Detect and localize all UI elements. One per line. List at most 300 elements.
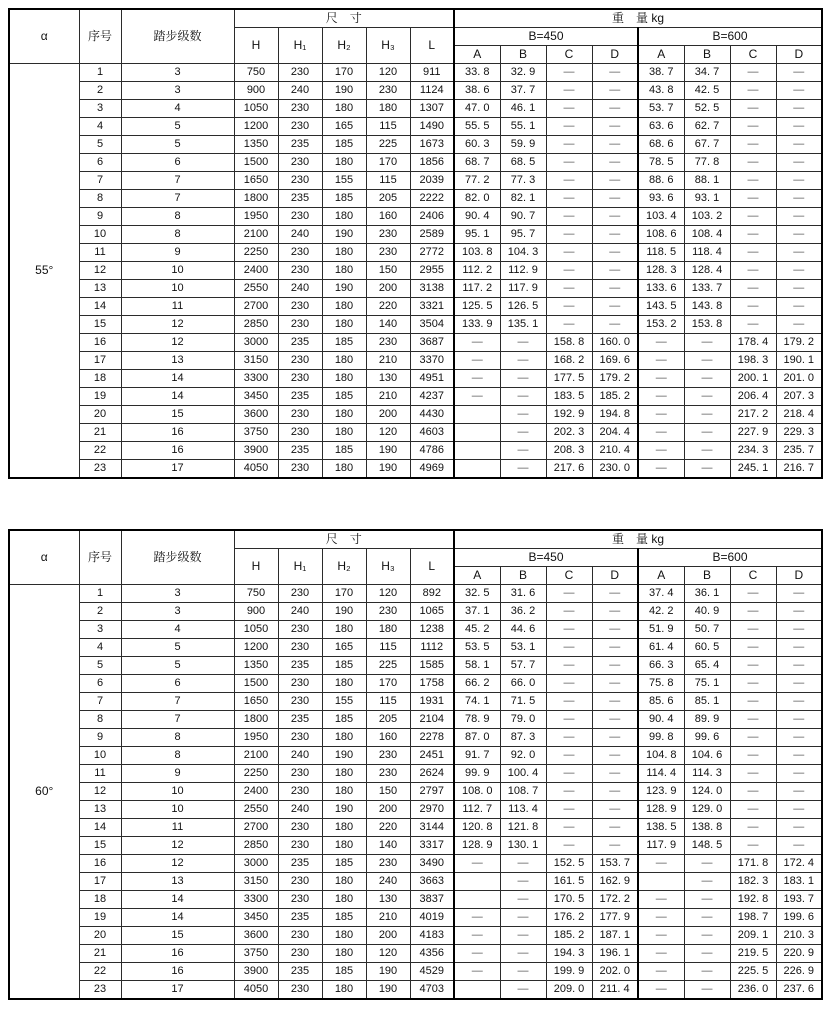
cell-b450-a xyxy=(454,424,500,442)
table-row xyxy=(9,226,822,244)
cell-b600-b: — xyxy=(684,909,730,927)
cell-steps: 16 xyxy=(121,963,234,981)
cell-steps: 16 xyxy=(121,424,234,442)
cell-serial: 9 xyxy=(79,208,121,226)
cell-b450-c: — xyxy=(546,711,592,729)
col-header-dim: H xyxy=(234,28,278,64)
cell-b450-b: — xyxy=(500,963,546,981)
cell-b600-a: — xyxy=(638,927,684,945)
cell-h3: 115 xyxy=(366,639,410,657)
cell-b600-c: — xyxy=(730,819,776,837)
cell-h2: 180 xyxy=(322,298,366,316)
cell-b600-c: — xyxy=(730,639,776,657)
cell-b450-d: — xyxy=(592,783,638,801)
cell-h1: 230 xyxy=(278,262,322,280)
table-row xyxy=(9,190,822,208)
cell-h1: 235 xyxy=(278,855,322,873)
cell-b450-b: 37. 7 xyxy=(500,82,546,100)
cell-b450-d: — xyxy=(592,747,638,765)
cell-steps: 12 xyxy=(121,855,234,873)
cell-b600-b: 99. 6 xyxy=(684,729,730,747)
cell-b450-d: — xyxy=(592,100,638,118)
cell-h3: 230 xyxy=(366,226,410,244)
cell-h2: 190 xyxy=(322,801,366,819)
cell-h2: 185 xyxy=(322,963,366,981)
cell-b600-b: 34. 7 xyxy=(684,64,730,82)
cell-h3: 230 xyxy=(366,747,410,765)
cell-steps: 14 xyxy=(121,909,234,927)
cell-l: 3138 xyxy=(410,280,454,298)
cell-b450-a: 112. 2 xyxy=(454,262,500,280)
cell-b600-c: 234. 3 xyxy=(730,442,776,460)
col-header-dim: H₁ xyxy=(278,549,322,585)
col-header-weight-sub: A xyxy=(638,567,684,585)
cell-b600-c: 192. 8 xyxy=(730,891,776,909)
cell-b600-c: — xyxy=(730,262,776,280)
cell-b450-b: — xyxy=(500,873,546,891)
cell-b450-d: 230. 0 xyxy=(592,460,638,479)
spec-table-55deg xyxy=(8,8,823,479)
cell-b600-c: — xyxy=(730,64,776,82)
cell-b600-d: 216. 7 xyxy=(776,460,822,479)
cell-b450-b: 82. 1 xyxy=(500,190,546,208)
cell-serial: 23 xyxy=(79,460,121,479)
cell-b600-b: — xyxy=(684,927,730,945)
cell-steps: 12 xyxy=(121,334,234,352)
cell-l: 892 xyxy=(410,585,454,603)
cell-b600-c: 219. 5 xyxy=(730,945,776,963)
cell-b450-a: 128. 9 xyxy=(454,837,500,855)
cell-b450-a: — xyxy=(454,334,500,352)
table-row xyxy=(9,927,822,945)
cell-b450-b: 135. 1 xyxy=(500,316,546,334)
col-header-b600: B=600 xyxy=(638,549,822,567)
cell-h1: 240 xyxy=(278,747,322,765)
cell-h1: 235 xyxy=(278,711,322,729)
cell-h1: 230 xyxy=(278,981,322,1000)
cell-h: 1650 xyxy=(234,693,278,711)
cell-h: 4050 xyxy=(234,981,278,1000)
cell-serial: 12 xyxy=(79,262,121,280)
cell-b450-b: 36. 2 xyxy=(500,603,546,621)
cell-b600-b: 89. 9 xyxy=(684,711,730,729)
cell-b600-d: 235. 7 xyxy=(776,442,822,460)
cell-h2: 180 xyxy=(322,406,366,424)
cell-b450-c: 185. 2 xyxy=(546,927,592,945)
cell-h: 1650 xyxy=(234,172,278,190)
cell-b600-c: — xyxy=(730,154,776,172)
cell-h: 3150 xyxy=(234,873,278,891)
cell-b450-c: — xyxy=(546,747,592,765)
cell-b600-c: — xyxy=(730,783,776,801)
cell-steps: 15 xyxy=(121,927,234,945)
cell-b450-a xyxy=(454,460,500,479)
cell-l: 1065 xyxy=(410,603,454,621)
cell-h3: 130 xyxy=(366,370,410,388)
cell-h: 3450 xyxy=(234,909,278,927)
cell-serial: 22 xyxy=(79,963,121,981)
cell-b450-b: 44. 6 xyxy=(500,621,546,639)
cell-b600-b: 67. 7 xyxy=(684,136,730,154)
cell-b600-d: 229. 3 xyxy=(776,424,822,442)
cell-h: 1350 xyxy=(234,657,278,675)
cell-l: 2222 xyxy=(410,190,454,208)
cell-h: 1500 xyxy=(234,154,278,172)
cell-b450-b: 77. 3 xyxy=(500,172,546,190)
cell-b600-c: — xyxy=(730,675,776,693)
cell-b600-c: 200. 1 xyxy=(730,370,776,388)
col-header-weight-sub: C xyxy=(546,46,592,64)
cell-b450-a xyxy=(454,442,500,460)
cell-serial: 3 xyxy=(79,621,121,639)
cell-b600-b: — xyxy=(684,855,730,873)
cell-b450-a: — xyxy=(454,388,500,406)
cell-serial: 17 xyxy=(79,352,121,370)
cell-b450-c: — xyxy=(546,765,592,783)
table-row xyxy=(9,747,822,765)
cell-h: 3300 xyxy=(234,370,278,388)
cell-b450-c: — xyxy=(546,64,592,82)
cell-l: 1490 xyxy=(410,118,454,136)
cell-serial: 6 xyxy=(79,675,121,693)
col-header-steps: 踏步级数 xyxy=(121,9,234,64)
cell-h1: 230 xyxy=(278,370,322,388)
cell-b600-d: — xyxy=(776,298,822,316)
cell-b450-d: — xyxy=(592,711,638,729)
cell-b600-d: — xyxy=(776,639,822,657)
cell-h1: 235 xyxy=(278,909,322,927)
cell-b450-c: — xyxy=(546,208,592,226)
cell-h1: 235 xyxy=(278,334,322,352)
cell-h: 3450 xyxy=(234,388,278,406)
cell-h1: 230 xyxy=(278,837,322,855)
cell-b450-a: 68. 7 xyxy=(454,154,500,172)
cell-b600-d: — xyxy=(776,64,822,82)
cell-b600-a: 138. 5 xyxy=(638,819,684,837)
cell-b450-d: — xyxy=(592,208,638,226)
cell-h2: 180 xyxy=(322,100,366,118)
cell-h2: 165 xyxy=(322,639,366,657)
cell-b450-d: 210. 4 xyxy=(592,442,638,460)
cell-b600-b: — xyxy=(684,370,730,388)
cell-h1: 230 xyxy=(278,873,322,891)
cell-b600-c: — xyxy=(730,136,776,154)
cell-h3: 190 xyxy=(366,981,410,1000)
cell-serial: 18 xyxy=(79,370,121,388)
cell-l: 2039 xyxy=(410,172,454,190)
cell-b450-b: 108. 7 xyxy=(500,783,546,801)
cell-l: 3837 xyxy=(410,891,454,909)
cell-h2: 190 xyxy=(322,82,366,100)
cell-b600-a: 63. 6 xyxy=(638,118,684,136)
cell-steps: 16 xyxy=(121,442,234,460)
cell-serial: 22 xyxy=(79,442,121,460)
cell-b450-b: 53. 1 xyxy=(500,639,546,657)
cell-b600-c: — xyxy=(730,226,776,244)
cell-serial: 14 xyxy=(79,298,121,316)
cell-b450-c: 199. 9 xyxy=(546,963,592,981)
col-header-weight-sub: B xyxy=(684,46,730,64)
cell-b600-d: — xyxy=(776,765,822,783)
cell-serial: 4 xyxy=(79,639,121,657)
cell-h1: 235 xyxy=(278,963,322,981)
cell-b450-b: 90. 7 xyxy=(500,208,546,226)
cell-h2: 180 xyxy=(322,460,366,479)
cell-l: 2278 xyxy=(410,729,454,747)
cell-b450-d: — xyxy=(592,657,638,675)
cell-serial: 6 xyxy=(79,154,121,172)
cell-b450-c: — xyxy=(546,657,592,675)
cell-h3: 130 xyxy=(366,891,410,909)
cell-steps: 14 xyxy=(121,388,234,406)
cell-h2: 190 xyxy=(322,280,366,298)
cell-b600-c: — xyxy=(730,172,776,190)
cell-b450-b: 95. 7 xyxy=(500,226,546,244)
col-header-dim: L xyxy=(410,28,454,64)
cell-h3: 190 xyxy=(366,963,410,981)
cell-l: 3504 xyxy=(410,316,454,334)
cell-l: 2970 xyxy=(410,801,454,819)
cell-b600-c: — xyxy=(730,657,776,675)
cell-steps: 7 xyxy=(121,172,234,190)
cell-steps: 17 xyxy=(121,460,234,479)
cell-h: 900 xyxy=(234,603,278,621)
cell-b450-d: — xyxy=(592,316,638,334)
cell-b450-c: — xyxy=(546,172,592,190)
cell-b450-b: 79. 0 xyxy=(500,711,546,729)
cell-b450-d: — xyxy=(592,262,638,280)
cell-serial: 18 xyxy=(79,891,121,909)
cell-h3: 150 xyxy=(366,783,410,801)
cell-b450-c: — xyxy=(546,639,592,657)
cell-b600-b: 88. 1 xyxy=(684,172,730,190)
cell-h2: 185 xyxy=(322,909,366,927)
cell-h: 750 xyxy=(234,585,278,603)
cell-serial: 16 xyxy=(79,334,121,352)
cell-h1: 230 xyxy=(278,639,322,657)
cell-h1: 230 xyxy=(278,406,322,424)
cell-b450-a: — xyxy=(454,945,500,963)
cell-b450-c: — xyxy=(546,244,592,262)
cell-h: 2100 xyxy=(234,747,278,765)
cell-b450-c: — xyxy=(546,118,592,136)
cell-b600-c: — xyxy=(730,82,776,100)
cell-b450-c: 209. 0 xyxy=(546,981,592,1000)
cell-b600-d: 201. 0 xyxy=(776,370,822,388)
cell-b450-a xyxy=(454,981,500,1000)
cell-b600-b: 124. 0 xyxy=(684,783,730,801)
cell-b600-d: — xyxy=(776,603,822,621)
cell-serial: 2 xyxy=(79,82,121,100)
cell-steps: 14 xyxy=(121,891,234,909)
cell-h1: 240 xyxy=(278,801,322,819)
cell-h3: 210 xyxy=(366,388,410,406)
cell-l: 4183 xyxy=(410,927,454,945)
cell-h3: 120 xyxy=(366,945,410,963)
cell-steps: 15 xyxy=(121,406,234,424)
cell-b600-a: 133. 6 xyxy=(638,280,684,298)
cell-h: 1200 xyxy=(234,118,278,136)
cell-h3: 225 xyxy=(366,136,410,154)
cell-steps: 5 xyxy=(121,639,234,657)
cell-b600-a: 104. 8 xyxy=(638,747,684,765)
cell-b600-d: — xyxy=(776,747,822,765)
cell-b600-b: 60. 5 xyxy=(684,639,730,657)
cell-b450-c: — xyxy=(546,316,592,334)
col-header-dimensions-group: 尺 寸 xyxy=(234,530,454,549)
cell-b600-d: 193. 7 xyxy=(776,891,822,909)
cell-h2: 185 xyxy=(322,136,366,154)
cell-b450-d: — xyxy=(592,585,638,603)
cell-b600-c: 225. 5 xyxy=(730,963,776,981)
cell-serial: 15 xyxy=(79,837,121,855)
cell-h1: 230 xyxy=(278,693,322,711)
cell-h1: 230 xyxy=(278,819,322,837)
table-row xyxy=(9,424,822,442)
cell-b450-d: — xyxy=(592,64,638,82)
cell-b600-d: — xyxy=(776,621,822,639)
cell-l: 4237 xyxy=(410,388,454,406)
cell-b600-a: 143. 5 xyxy=(638,298,684,316)
cell-serial: 15 xyxy=(79,316,121,334)
cell-b450-c: — xyxy=(546,190,592,208)
cell-steps: 7 xyxy=(121,190,234,208)
cell-l: 2589 xyxy=(410,226,454,244)
cell-b450-a: 78. 9 xyxy=(454,711,500,729)
cell-l: 1124 xyxy=(410,82,454,100)
cell-b600-b: 118. 4 xyxy=(684,244,730,262)
cell-b450-d: 196. 1 xyxy=(592,945,638,963)
cell-serial: 5 xyxy=(79,136,121,154)
cell-b600-b: 143. 8 xyxy=(684,298,730,316)
cell-b450-a: 125. 5 xyxy=(454,298,500,316)
cell-b600-a: 90. 4 xyxy=(638,711,684,729)
col-header-steps: 踏步级数 xyxy=(121,530,234,585)
cell-h2: 180 xyxy=(322,675,366,693)
table-row xyxy=(9,172,822,190)
cell-b600-b: 75. 1 xyxy=(684,675,730,693)
cell-serial: 10 xyxy=(79,747,121,765)
cell-b450-c: — xyxy=(546,100,592,118)
cell-b600-b: 42. 5 xyxy=(684,82,730,100)
cell-h1: 235 xyxy=(278,388,322,406)
cell-h: 1200 xyxy=(234,639,278,657)
cell-b450-a: — xyxy=(454,909,500,927)
cell-h1: 230 xyxy=(278,621,322,639)
cell-serial: 3 xyxy=(79,100,121,118)
cell-b600-a: — xyxy=(638,424,684,442)
cell-b600-b: 129. 0 xyxy=(684,801,730,819)
cell-steps: 11 xyxy=(121,819,234,837)
cell-b600-d: — xyxy=(776,819,822,837)
col-header-weight-sub: B xyxy=(500,46,546,64)
cell-h: 1800 xyxy=(234,711,278,729)
cell-b600-c: — xyxy=(730,298,776,316)
cell-b600-a: 53. 7 xyxy=(638,100,684,118)
cell-h3: 200 xyxy=(366,927,410,945)
col-header-alpha: α xyxy=(9,9,79,64)
cell-serial: 8 xyxy=(79,190,121,208)
table-row xyxy=(9,873,822,891)
cell-b600-d: — xyxy=(776,729,822,747)
cell-b450-b: 104. 3 xyxy=(500,244,546,262)
cell-h2: 165 xyxy=(322,118,366,136)
cell-b600-d: — xyxy=(776,154,822,172)
alpha-value: 60° xyxy=(9,585,79,1000)
cell-b600-a: 128. 3 xyxy=(638,262,684,280)
cell-h: 2400 xyxy=(234,783,278,801)
cell-l: 4951 xyxy=(410,370,454,388)
cell-serial: 12 xyxy=(79,783,121,801)
cell-h1: 235 xyxy=(278,657,322,675)
cell-b450-d: 177. 9 xyxy=(592,909,638,927)
cell-steps: 10 xyxy=(121,801,234,819)
cell-steps: 3 xyxy=(121,64,234,82)
cell-b450-d: — xyxy=(592,244,638,262)
cell-h: 1500 xyxy=(234,675,278,693)
table-row xyxy=(9,334,822,352)
cell-b600-c: 245. 1 xyxy=(730,460,776,479)
table-row xyxy=(9,298,822,316)
cell-h: 2250 xyxy=(234,244,278,262)
cell-steps: 12 xyxy=(121,837,234,855)
cell-b600-b: — xyxy=(684,388,730,406)
cell-b450-b: 100. 4 xyxy=(500,765,546,783)
cell-h2: 180 xyxy=(322,945,366,963)
cell-h3: 120 xyxy=(366,424,410,442)
cell-serial: 13 xyxy=(79,801,121,819)
table-body xyxy=(9,64,822,479)
cell-b600-a: 75. 8 xyxy=(638,675,684,693)
cell-steps: 3 xyxy=(121,82,234,100)
cell-h3: 225 xyxy=(366,657,410,675)
cell-serial: 23 xyxy=(79,981,121,1000)
cell-b450-c: — xyxy=(546,226,592,244)
cell-steps: 17 xyxy=(121,981,234,1000)
table-header xyxy=(9,9,822,64)
table-row xyxy=(9,945,822,963)
col-header-weight-sub: D xyxy=(592,567,638,585)
cell-b450-b: 130. 1 xyxy=(500,837,546,855)
cell-h3: 170 xyxy=(366,154,410,172)
cell-h2: 180 xyxy=(322,927,366,945)
cell-h3: 115 xyxy=(366,172,410,190)
cell-b450-c: — xyxy=(546,136,592,154)
cell-serial: 7 xyxy=(79,172,121,190)
cell-l: 3370 xyxy=(410,352,454,370)
cell-l: 1238 xyxy=(410,621,454,639)
cell-steps: 8 xyxy=(121,208,234,226)
cell-serial: 1 xyxy=(79,64,121,82)
cell-b450-a: 33. 8 xyxy=(454,64,500,82)
cell-b600-a: — xyxy=(638,406,684,424)
cell-l: 4019 xyxy=(410,909,454,927)
cell-serial: 13 xyxy=(79,280,121,298)
table-row xyxy=(9,262,822,280)
cell-b600-a: — xyxy=(638,963,684,981)
cell-b450-c: — xyxy=(546,262,592,280)
cell-b600-b: — xyxy=(684,424,730,442)
cell-l: 4703 xyxy=(410,981,454,1000)
cell-b450-c: — xyxy=(546,154,592,172)
cell-h: 750 xyxy=(234,64,278,82)
cell-b450-d: — xyxy=(592,675,638,693)
cell-b450-d: — xyxy=(592,298,638,316)
cell-steps: 8 xyxy=(121,226,234,244)
cell-b600-b: — xyxy=(684,963,730,981)
cell-b450-c: — xyxy=(546,603,592,621)
cell-serial: 9 xyxy=(79,729,121,747)
